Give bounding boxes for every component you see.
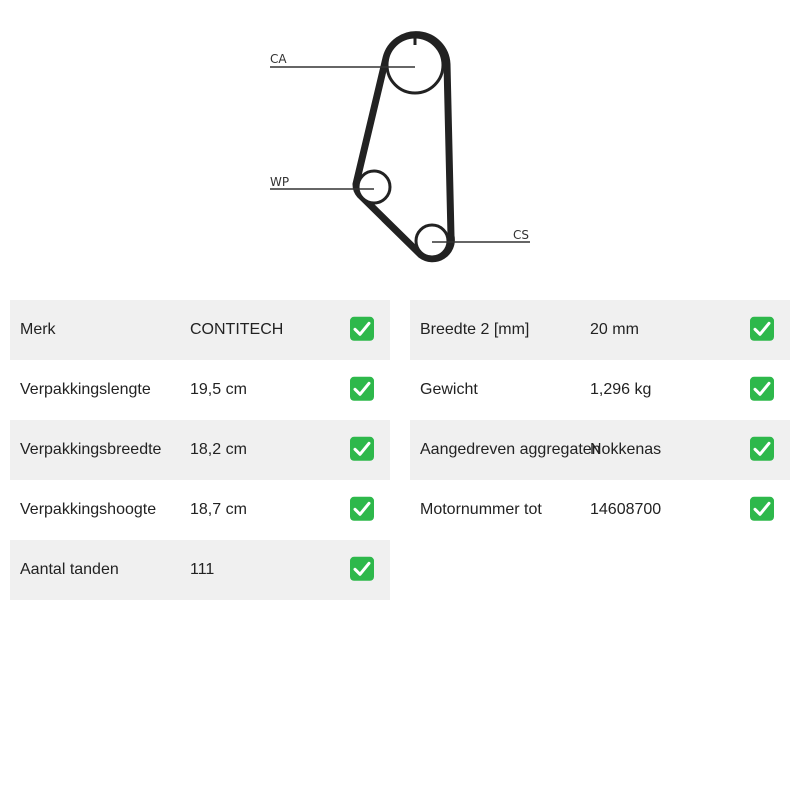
spec-value: 111 <box>190 561 215 578</box>
spec-value: CONTITECH <box>190 321 284 338</box>
spec-value: 20 mm <box>590 321 639 338</box>
table-row <box>410 300 790 360</box>
table-row <box>410 480 790 540</box>
spec-label: Aangedreven aggregaten <box>420 441 601 458</box>
check-icon <box>350 557 374 581</box>
table-row <box>10 480 390 540</box>
spec-value: 18,2 cm <box>190 441 247 458</box>
spec-value: 14608700 <box>590 501 662 518</box>
check-icon <box>750 437 774 461</box>
table-row <box>10 300 390 360</box>
spec-label: Verpakkingslengte <box>20 381 151 398</box>
specs-table-left <box>10 300 390 600</box>
spec-label: Breedte 2 [mm] <box>420 321 530 338</box>
check-icon <box>350 497 374 521</box>
check-icon <box>350 317 374 341</box>
camshaft-pulley <box>387 37 443 93</box>
spec-value: 1,296 kg <box>590 381 652 398</box>
table-row <box>410 420 790 480</box>
label-cs: CS <box>513 228 529 242</box>
waterpump-pulley <box>358 171 390 203</box>
check-icon <box>750 377 774 401</box>
specs-table-right <box>410 300 790 540</box>
check-icon <box>350 437 374 461</box>
spec-value: 18,7 cm <box>190 501 247 518</box>
label-wp: WP <box>270 175 290 189</box>
spec-value: Nokkenas <box>590 441 662 458</box>
spec-label: Gewicht <box>420 381 478 398</box>
label-ca: CA <box>270 52 287 66</box>
table-row <box>10 360 390 420</box>
check-icon <box>350 377 374 401</box>
table-row <box>10 420 390 480</box>
spec-value: 19,5 cm <box>190 381 247 398</box>
spec-label: Aantal tanden <box>20 561 119 578</box>
spec-label: Verpakkingsbreedte <box>20 441 162 458</box>
check-icon <box>750 317 774 341</box>
spec-label: Verpakkingshoogte <box>20 501 157 518</box>
spec-label: Merk <box>20 321 56 338</box>
table-row <box>410 360 790 420</box>
check-icon <box>750 497 774 521</box>
spec-label: Motornummer tot <box>420 501 542 518</box>
table-row <box>10 540 390 600</box>
belt-routing-diagram <box>0 0 800 280</box>
crankshaft-pulley <box>416 225 448 257</box>
